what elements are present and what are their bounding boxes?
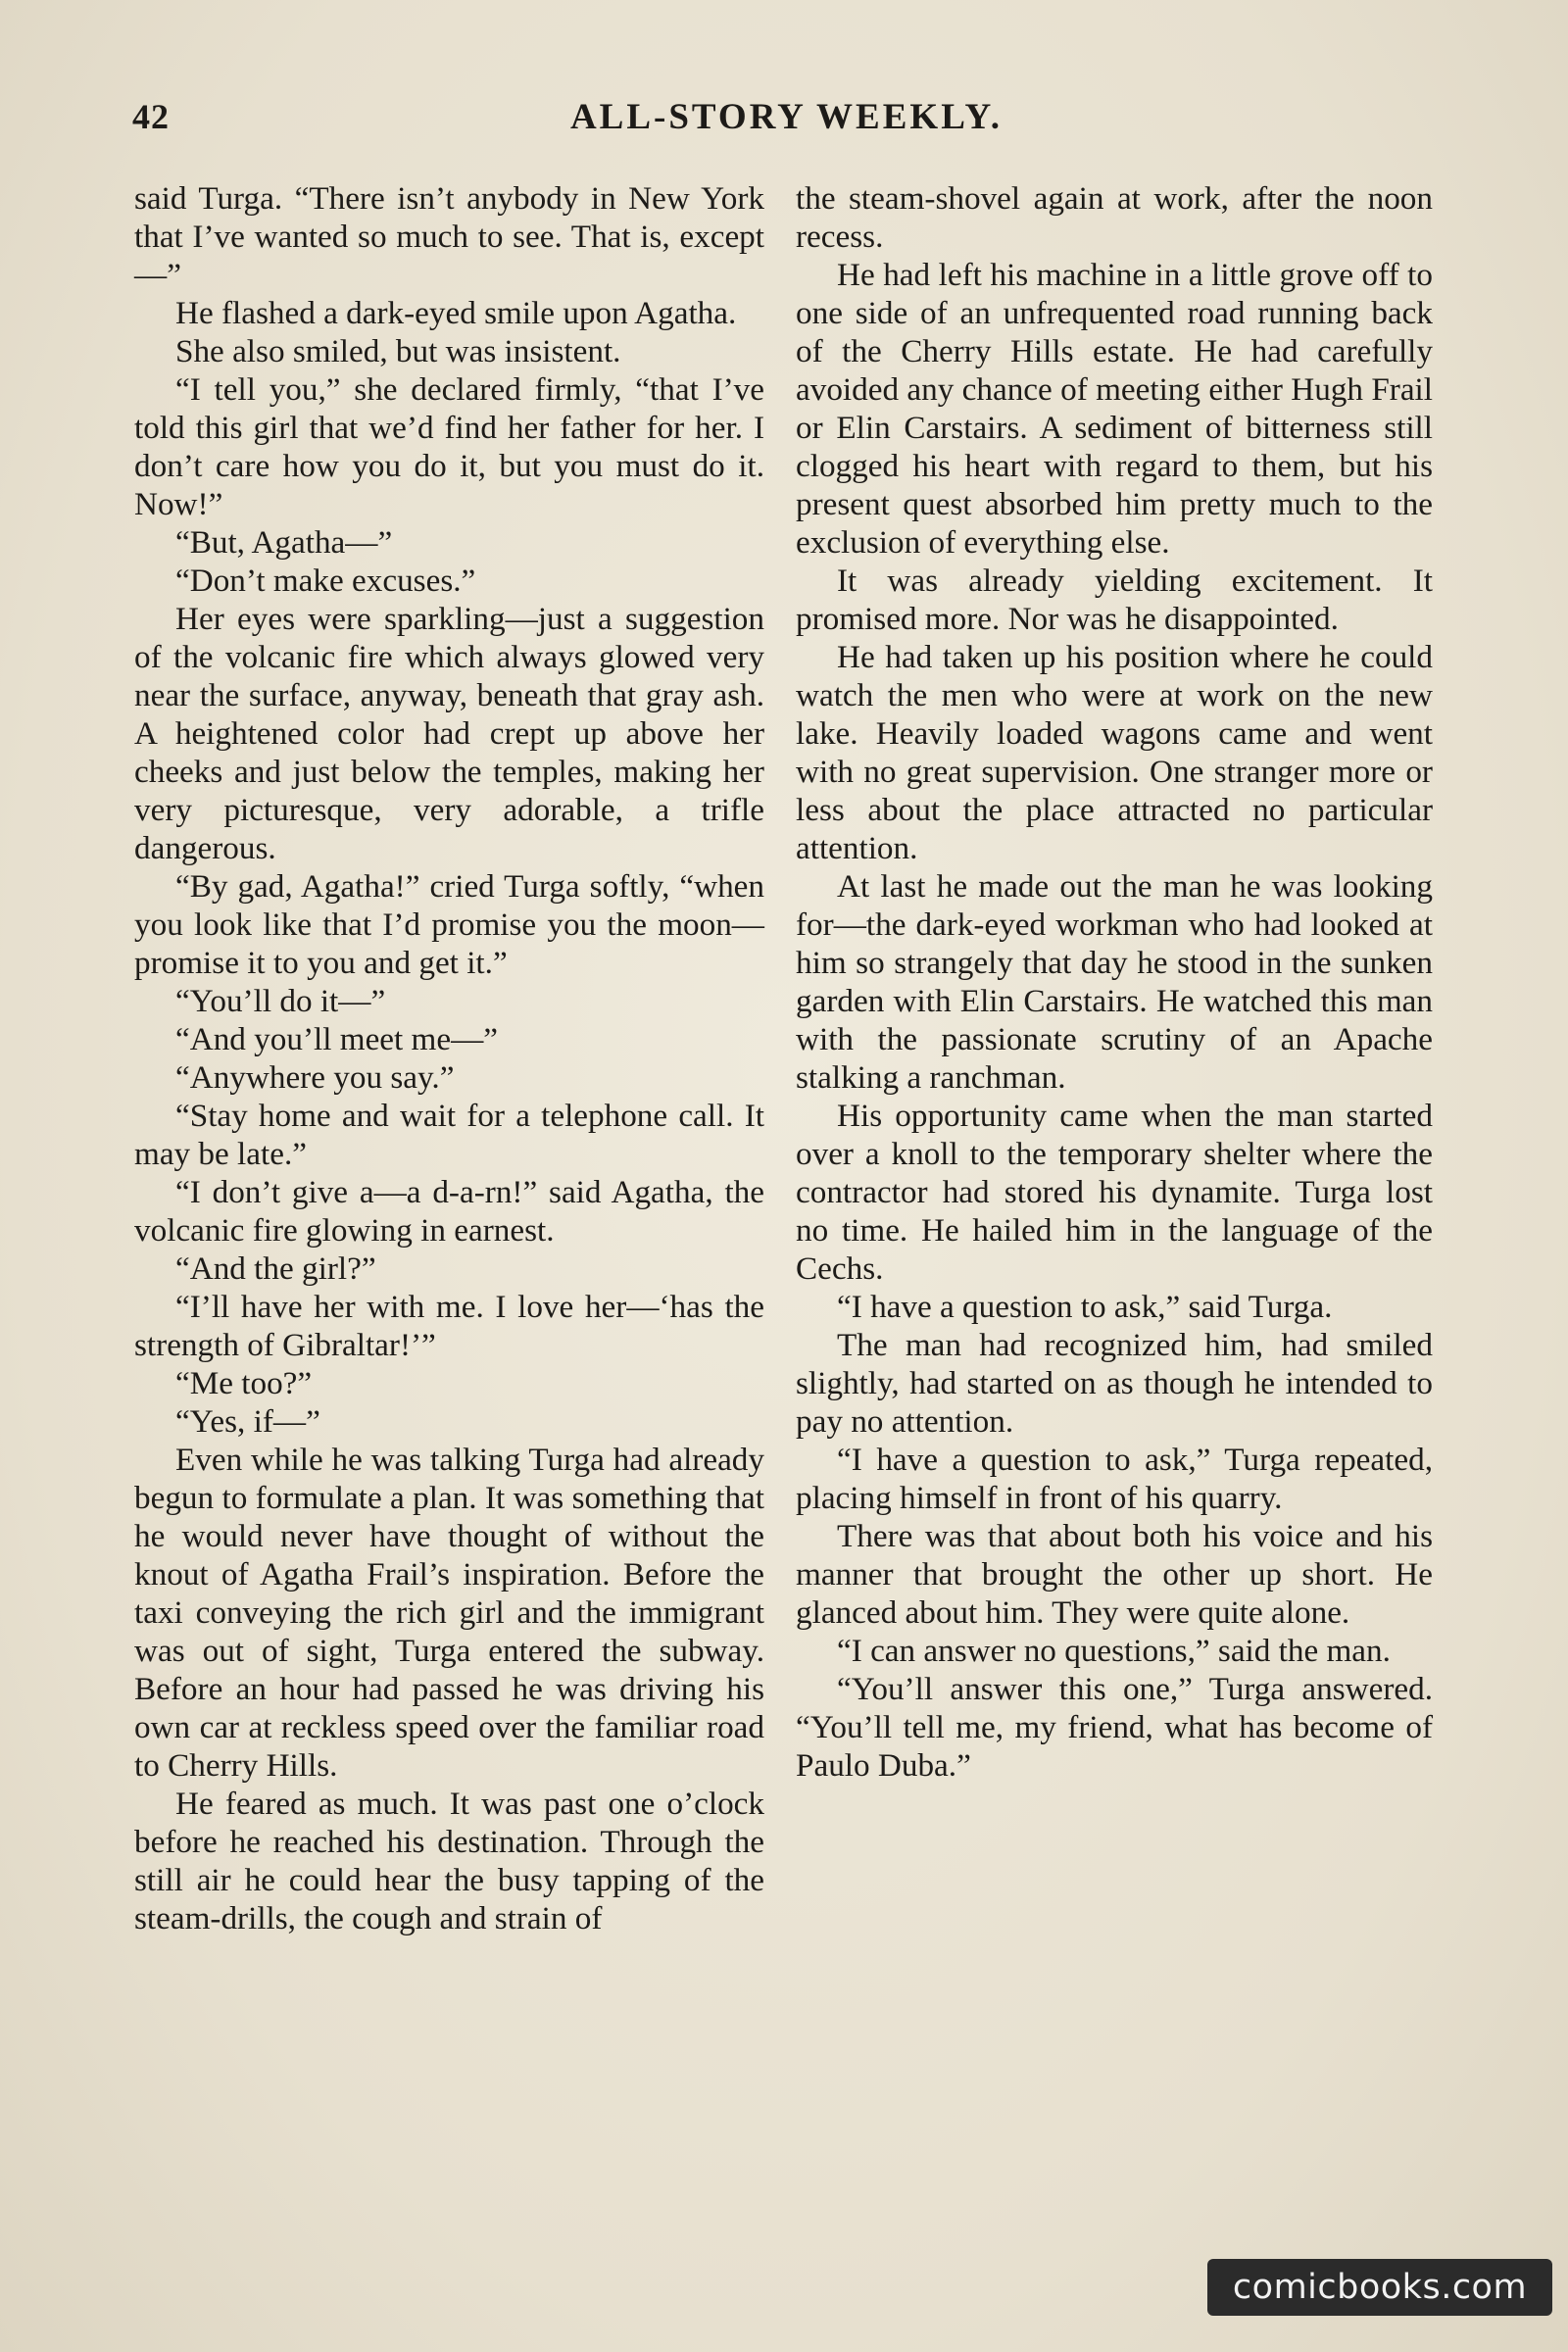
paragraph: “But, Agatha—” [175, 524, 393, 561]
paragraph: “I don’t give a—a d-a-rn!” said Agatha, the volcanic fire glowing in earnest. [134, 1174, 764, 1249]
left-column [134, 179, 764, 1937]
page-number: 42 [132, 97, 170, 136]
paragraph: “Me too?” [175, 1365, 313, 1401]
paragraph: “I tell you,” she declared firmly, “that I’ve told this girl that we’d find her father for her. I don’t care how you do it, but you must do it. Now!” [134, 371, 764, 522]
paragraph: Even while he was talking Turga had already begun to formulate a plan. It was something that he would never have thought of without the knout of Agatha Frail’s inspiration. Before the taxi conveying the rich girl and the immigrant was out of sight, Turga entered the subway. Before an hour had passed he was driving his own car at reckless speed over the familiar road to Cherry Hills. [134, 1442, 764, 1784]
paragraph: “Anywhere you say.” [175, 1059, 455, 1096]
paragraph: Her eyes were sparkling—just a suggestion of the volcanic fire which always glowed very near the surface, anyway, beneath that gray ash. A heightened color had crept up above her cheeks and just below the temples, making her very picturesque, very adorable, a trifle dangerous. [134, 601, 764, 866]
paragraph: “Stay home and wait for a telephone call. It may be late.” [134, 1098, 764, 1172]
watermark-logo: comicbooks.com [1207, 2259, 1552, 2316]
paragraph: “You’ll answer this one,” Turga answered. “You’ll tell me, my friend, what has become of Paulo Duba.” [796, 1671, 1433, 1784]
paragraph: the steam-shovel again at work, after the noon recess. [796, 180, 1433, 255]
page-header [127, 96, 1446, 145]
paragraph: “Don’t make excuses.” [175, 563, 476, 599]
paragraph: “And you’ll meet me—” [175, 1021, 499, 1057]
paragraph: He flashed a dark-eyed smile upon Agatha. [175, 295, 737, 331]
paragraph: He had taken up his position where he could watch the men who were at work on the new lake. Heavily loaded wagons came and went with no great supervision. One stranger more or less about the place attracted no particular attention. [796, 639, 1433, 866]
paragraph: “I have a question to ask,” Turga repeated, placing himself in front of his quarry. [796, 1442, 1433, 1516]
paragraph: It was already yielding excitement. It promised more. Nor was he disappointed. [796, 563, 1433, 637]
paragraph: He feared as much. It was past one o’clock before he reached his destination. Through the still air he could hear the busy tapping of the steam-drills, the cough and strain of [134, 1786, 764, 1936]
paragraph: His opportunity came when the man started over a knoll to the temporary shelter where the contractor had stored his dynamite. Turga lost no time. He hailed him in the language of the Cechs. [796, 1098, 1433, 1287]
paragraph: He had left his machine in a little grove off to one side of an unfrequented road running back of the Cherry Hills estate. He had carefully avoided any chance of meeting either Hugh Frail or Elin Carstairs. A sediment of bitterness still clogged his heart with regard to them, but his present quest absorbed him pretty much to the exclusion of everything else. [796, 257, 1433, 561]
paragraph: “By gad, Agatha!” cried Turga softly, “when you look like that I’d promise you the moon—promise it to you and get it.” [134, 868, 764, 981]
paragraph: “I can answer no questions,” said the man. [837, 1633, 1391, 1669]
paragraph: “You’ll do it—” [175, 983, 386, 1019]
paragraph: “I have a question to ask,” said Turga. [837, 1289, 1333, 1325]
paragraph: “And the girl?” [175, 1250, 376, 1287]
paragraph: At last he made out the man he was looking for—the dark-eyed workman who had looked at him so strangely that day he stood in the sunken garden with Elin Carstairs. He watched this man with the passionate scrutiny of an Apache stalking a ranchman. [796, 868, 1433, 1096]
right-column [796, 179, 1433, 1785]
paragraph: There was that about both his voice and his manner that brought the other up short. He glanced about him. They were quite alone. [796, 1518, 1433, 1631]
paragraph: said Turga. “There isn’t anybody in New York that I’ve wanted so much to see. That is, except—” [134, 180, 764, 293]
running-head: ALL-STORY WEEKLY. [569, 97, 1004, 137]
paragraph: “I’ll have her with me. I love her—‘has the strength of Gibraltar!’” [134, 1289, 764, 1363]
paragraph: The man had recognized him, had smiled slightly, had started on as though he intended to pay no attention. [796, 1327, 1433, 1440]
paragraph: She also smiled, but was insistent. [175, 333, 621, 369]
paragraph: “Yes, if—” [175, 1403, 320, 1440]
